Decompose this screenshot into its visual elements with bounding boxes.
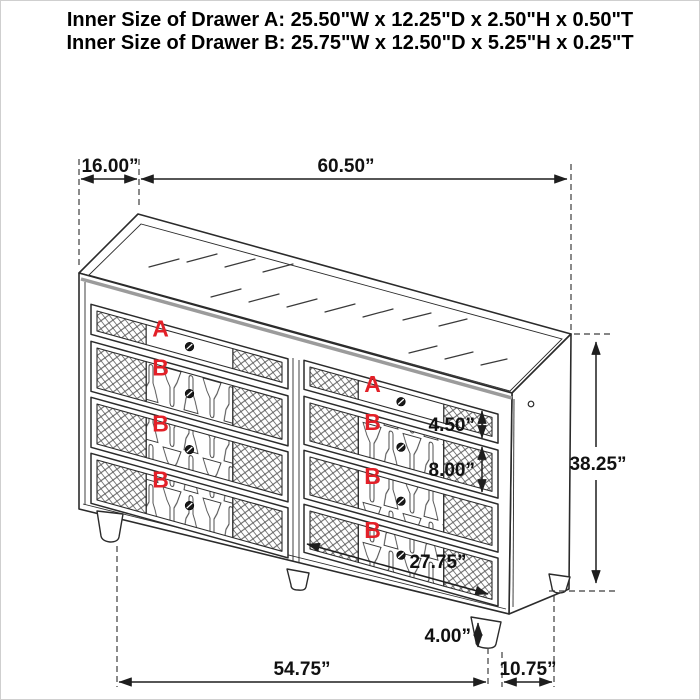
- dimension-overall-height: [569, 342, 626, 583]
- front-center-leg: [287, 569, 309, 590]
- front-right-leg: [471, 617, 501, 648]
- knob-icon: [185, 501, 194, 510]
- dimension-base-depth: [499, 659, 556, 682]
- dimension-base-width: [119, 659, 486, 682]
- dimension-value: 54.75”: [273, 659, 331, 680]
- knob-icon: [397, 397, 406, 406]
- front-left-leg: [97, 511, 123, 542]
- drawer-label: B: [364, 517, 381, 544]
- drawer-label: B: [364, 409, 381, 436]
- drawer-label: A: [364, 371, 381, 398]
- dimension-value: 16.00”: [81, 156, 139, 177]
- dresser-diagram: [1, 1, 700, 700]
- dimension-value: 27.75”: [409, 552, 467, 573]
- dimension-top-width: [141, 156, 567, 179]
- knob-icon: [397, 497, 406, 506]
- knob-icon: [397, 443, 406, 452]
- drawer-label: B: [152, 410, 169, 437]
- drawer-label: B: [152, 354, 169, 381]
- dimension-value: 38.25”: [569, 454, 627, 475]
- knob-icon: [397, 551, 406, 560]
- drawer-a-inner-size: Inner Size of Drawer A: 25.50"W x 12.25"D x 2.50"H x 0.50"T: [66, 9, 634, 31]
- knob-icon: [185, 389, 194, 398]
- drawer-label: B: [364, 463, 381, 490]
- dimension-value: 4.50”: [428, 415, 475, 436]
- dimension-value: 60.50”: [317, 156, 375, 177]
- knob-icon: [185, 342, 194, 351]
- drawer-label: A: [152, 315, 169, 342]
- dimension-value: 8.00”: [428, 460, 475, 481]
- dresser-illustration: [79, 214, 571, 648]
- drawer-b-inner-size: Inner Size of Drawer B: 25.75"W x 12.50"D x 5.25"H x 0.25"T: [66, 32, 634, 54]
- dimension-value: 4.00”: [424, 626, 471, 647]
- dimension-top-depth: [81, 156, 139, 179]
- dimension-value: 10.75”: [499, 659, 557, 680]
- dimension-leg-height: [425, 623, 478, 647]
- dimension-drawer-a-height: [429, 411, 482, 438]
- drawer-label: B: [152, 466, 169, 493]
- knob-icon: [185, 445, 194, 454]
